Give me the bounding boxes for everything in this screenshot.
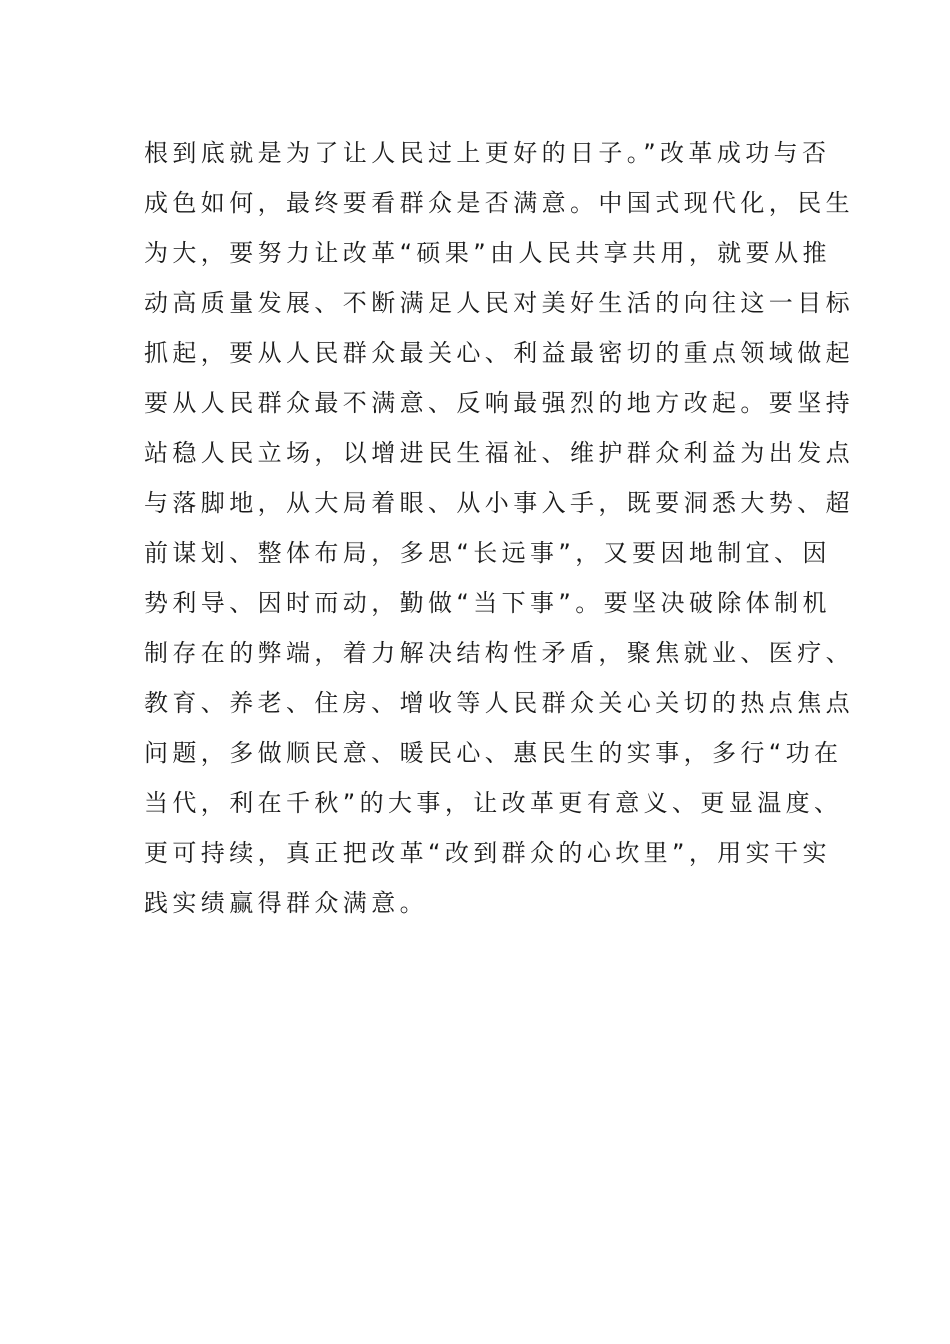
text-line: 更可持续，真正把改革“改到群众的心坎里”，用实干实 xyxy=(144,839,831,867)
text-line: 为大，要努力让改革“硕果”由人民共享共用，就要从推 xyxy=(144,239,831,267)
text-line: 前谋划、整体布局，多思“长远事”，又要因地制宜、因 xyxy=(144,539,831,567)
text-line: 与落脚地，从大局着眼、从小事入手，既要洞悉大势、超 xyxy=(144,489,854,517)
body-paragraph xyxy=(144,128,854,928)
text-line: 势利导、因时而动，勤做“当下事”。要坚决破除体制机 xyxy=(144,589,831,617)
text-line: 要从人民群众最不满意、反响最强烈的地方改起。要坚持 xyxy=(144,389,854,417)
text-line: 抓起，要从人民群众最关心、利益最密切的重点领域做起 xyxy=(144,339,854,367)
text-line: 当代，利在千秋”的大事，让改革更有意义、更显温度、 xyxy=(144,789,843,817)
text-line: 根到底就是为了让人民过上更好的日子。”改革成功与否 xyxy=(144,139,831,167)
text-line: 成色如何，最终要看群众是否满意。中国式现代化，民生 xyxy=(144,189,854,217)
text-line: 站稳人民立场，以增进民生福祉、维护群众利益为出发点 xyxy=(144,439,854,467)
text-line: 问题，多做顺民意、暖民心、惠民生的实事，多行“功在 xyxy=(144,739,843,767)
text-line: 制存在的弊端，着力解决结构性矛盾，聚焦就业、医疗、 xyxy=(144,639,854,667)
text-line: 教育、养老、住房、增收等人民群众关心关切的热点焦点 xyxy=(144,689,854,717)
text-line: 践实绩赢得群众满意。 xyxy=(144,889,428,917)
text-line: 动高质量发展、不断满足人民对美好生活的向往这一目标 xyxy=(144,289,854,317)
